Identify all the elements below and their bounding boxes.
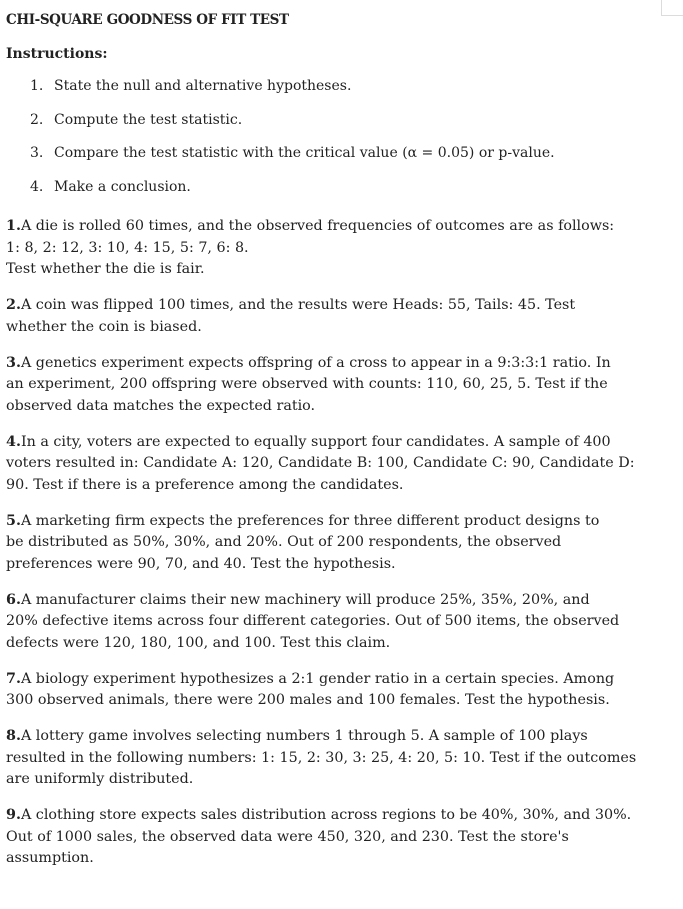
problem-line: be distributed as 50%, 30%, and 20%. Out of 200 respondents, the observed xyxy=(6,534,562,550)
problem-line: resulted in the following numbers: 1: 15, 2: 30, 3: 25, 4: 20, 5: 10. Test if the outcomes xyxy=(6,749,637,766)
problem-number: 5. xyxy=(6,512,21,529)
problem-line: 300 observed animals, there were 200 males and 100 females. Test the hypothesis. xyxy=(6,692,610,708)
problem-list xyxy=(6,216,674,884)
problem-number: 6. xyxy=(6,591,21,608)
problem-1 xyxy=(6,216,674,281)
problem-text: A lottery game involves selecting numbers 1 through 5. A sample of 100 plays xyxy=(20,728,588,744)
problem-text: A clothing store expects sales distribution across regions to be 40%, 30%, and 30%. xyxy=(20,807,632,823)
page-corner-mark xyxy=(661,0,683,16)
problem-line: Test whether the die is fair. xyxy=(6,261,205,277)
problem-number: 3. xyxy=(6,354,21,371)
page-title: CHI-SQUARE GOODNESS OF FIT TEST xyxy=(6,12,289,28)
step-text: Make a conclusion. xyxy=(54,178,191,195)
problem-line: assumption. xyxy=(6,850,94,866)
problem-line: 90. Test if there is a preference among the candidates. xyxy=(6,476,404,493)
problem-line: Out of 1000 sales, the observed data were 450, 320, and 230. Test the store's xyxy=(6,828,569,845)
problem-line: 1: 8, 2: 12, 3: 10, 4: 15, 5: 7, 6: 8. xyxy=(6,239,249,256)
problem-text: A biology experiment hypothesizes a 2:1 gender ratio in a certain species. Among xyxy=(20,670,615,687)
problem-text: A coin was flipped 100 times, and the results were Heads: 55, Tails: 45. Test xyxy=(20,297,576,313)
step-text: State the null and alternative hypotheses. xyxy=(54,78,352,94)
problem-line xyxy=(6,669,674,691)
problem-text: A genetics experiment expects offspring of a cross to appear in a 9:3:3:1 ratio. In xyxy=(20,354,611,371)
problem-text: A manufacturer claims their new machinery will produce 25%, 35%, 20%, and xyxy=(20,591,590,608)
step-number: 3. xyxy=(30,145,44,161)
problem-number: 9. xyxy=(6,807,21,823)
problem-line: observed data matches the expected ratio. xyxy=(6,397,316,414)
problem-text: A die is rolled 60 times, and the observed frequencies of outcomes are as follows: xyxy=(20,218,615,234)
problem-line xyxy=(6,590,674,612)
problem-number: 8. xyxy=(6,728,21,744)
problem-line: an experiment, 200 offspring were observed with counts: 110, 60, 25, 5. Test if the xyxy=(6,376,608,392)
problem-line xyxy=(6,216,674,238)
step-number: 2. xyxy=(30,111,44,128)
problem-line xyxy=(6,432,674,454)
instructions-heading: Instructions: xyxy=(6,46,108,62)
problem-line: defects were 120, 180, 100, and 100. Test this claim. xyxy=(6,634,391,651)
problem-line: whether the coin is biased. xyxy=(6,318,202,335)
step-number: 4. xyxy=(30,178,44,195)
problem-8 xyxy=(6,726,674,791)
problem-text: In a city, voters are expected to equally support four candidates. A sample of 400 xyxy=(20,433,611,450)
problem-line: preferences were 90, 70, and 40. Test the hypothesis. xyxy=(6,555,396,572)
problem-text: A marketing firm expects the preferences for three different product designs to xyxy=(20,512,600,529)
problem-line: voters resulted in: Candidate A: 120, Candidate B: 100, Candidate C: 90, Candidate D: xyxy=(6,455,635,471)
problem-5 xyxy=(6,511,674,576)
problem-6 xyxy=(6,590,674,655)
problem-line: 20% defective items across four different categories. Out of 500 items, the observed xyxy=(6,613,620,629)
step-text: Compare the test statistic with the critical value (α = 0.05) or p-value. xyxy=(54,145,555,161)
step-number: 1. xyxy=(30,78,44,94)
problem-line xyxy=(6,353,674,375)
problem-number: 1. xyxy=(6,218,21,234)
problem-line: are uniformly distributed. xyxy=(6,771,194,787)
problem-4 xyxy=(6,432,674,497)
problem-line xyxy=(6,805,674,827)
problem-9 xyxy=(6,805,674,870)
problem-line xyxy=(6,295,674,317)
problem-line xyxy=(6,726,674,748)
problem-7 xyxy=(6,669,674,712)
problem-2 xyxy=(6,295,674,338)
step-text: Compute the test statistic. xyxy=(54,111,243,128)
problem-line xyxy=(6,511,674,533)
problem-3 xyxy=(6,353,674,418)
problem-number: 7. xyxy=(6,670,21,687)
problem-number: 4. xyxy=(6,433,21,450)
problem-number: 2. xyxy=(6,297,21,313)
